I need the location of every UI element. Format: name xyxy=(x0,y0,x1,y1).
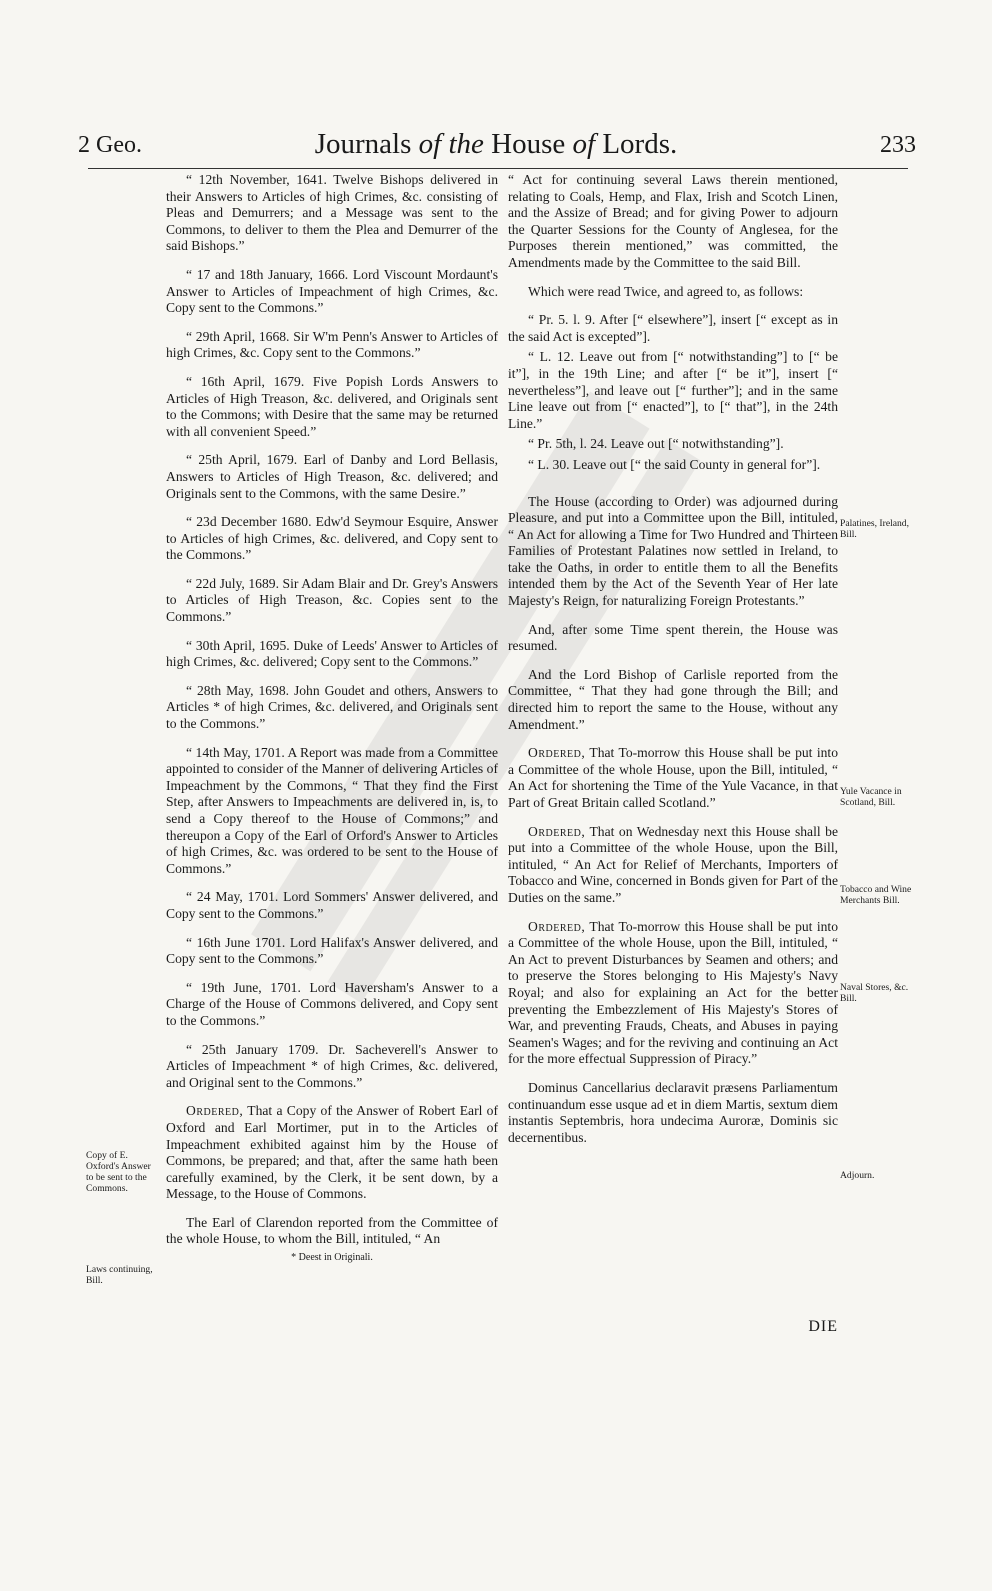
palatines-committee: The House (according to Order) was adjourned during Pleasure, and put into a Committee upon the Bill, intituled, “ An Act for allowing a Time for Two Hundred and Thirteen Families of Protestant Palatines now settled in Ireland, to take the Oaths, in order to entitle them to all the Benefits intended them by the Act of the Seventh Year of Her late Majesty's Reign, for naturalizing Foreign Protestants.” xyxy=(508,493,838,609)
amendment: “ Pr. 5th, l. 24. Leave out [“ notwithstanding”]. xyxy=(528,436,784,452)
read-twice: Which were read Twice, and agreed to, as follows: xyxy=(528,283,804,299)
ordered-label: Ordered, xyxy=(528,918,586,934)
amendment: “ L. 12. Leave out from [“ notwithstanding”] to [“ be it”], in the 19th Line; and after [“ be it”], insert [“ nevertheless”], and leave out [“ further”]; and in the same Line leave out from [“ enacted”], to [“ that”], in the 24th Line.” xyxy=(508,349,838,431)
precedent-entry: “ 14th May, 1701. A Report was made from a Committee appointed to consider of the Manner of delivering Articles of Impeachment by the Commons, “ That they find the First Step, after Answers to Impeachments are delivered in, is, to send a Copy thereof to the House of Commons;” and thereupon a Copy of the Earl of Orford's Answer to Articles of high Crimes, &c. was ordered to be sent to the House of Commons.” xyxy=(166,744,498,876)
margin-note-palatines: Palatines, Ireland, Bill. xyxy=(840,518,909,540)
precedent-entry: “ 25th April, 1679. Earl of Danby and Lord Bellasis, Answers to Articles of High Treason, &c. delivered; and Originals sent to the Commons, with the same Desire.” xyxy=(166,452,498,501)
order-yule xyxy=(508,745,838,811)
margin-note-naval: Naval Stores, &c. Bill. xyxy=(840,982,909,1004)
ordered-label: Ordered, xyxy=(186,1103,244,1119)
carlisle-report: And the Lord Bishop of Carlisle reported from the Committee, “ That they had gone through the Bill; and directed him to report the same to the House, without any Amendment.” xyxy=(508,666,838,732)
precedent-entry: “ 28th May, 1698. John Goudet and others, Answers to Articles * of high Crimes, &c. delivered, and Originals sent to the Commons.” xyxy=(166,682,498,732)
regnal-year: 2 Geo. xyxy=(78,132,142,158)
running-title: Journals of the House of Lords. xyxy=(314,128,678,160)
ordered-label: Ordered, xyxy=(528,823,586,839)
precedent-entry: “ 17 and 18th January, 1666. Lord Viscount Mordaunt's Answer to Articles of Impeachment of high Crimes, &c. Copy sent to the Commons.” xyxy=(166,266,498,316)
order-text: That To-morrow this House shall be put into a Committee of the whole House, upon the Bill, intituled, “ An Act to prevent Disturbances by Seamen and others; and to preserve the Stores belonging to His Majesty's Navy Royal; and also for explaining an Act for the better preventing the Embezzlement of His Majesty's Stores of War, and preventing Frauds, Cheats, and Abuses in paying Seamen's Wages; and for the reviving and continuing an Act for the more effectual Suppression of Piracy.” xyxy=(508,918,838,1067)
right-column xyxy=(508,172,838,1158)
footnote: * Deest in Originali. xyxy=(291,1252,373,1264)
bill-title-continued: “ Act for continuing several Laws therein mentioned, relating to Coals, Hemp, and Flax, Irish and Scotch Linen, and the Assize of Bread; and for giving Power to adjourn the Quarter Sessions for the County of Anglesea, for the Purposes therein mentioned,” was committed, the Amendments made by the Committee to the said Bill. xyxy=(508,172,838,270)
house-resumed: And, after some Time spent therein, the House was resumed. xyxy=(508,621,838,654)
precedent-entry: “ 19th June, 1701. Lord Haversham's Answer to a Charge of the House of Commons delivered, and Copy sent to the Commons.” xyxy=(166,979,498,1028)
header-rule xyxy=(88,168,908,169)
order-text: That a Copy of the Answer of Robert Earl of Oxford and Earl Mortimer, put in to the Articles of Impeachment exhibited against him by the House of Commons, be prepared; and that, after the same hath been carefully examined, by the Clerk, it be sent down, by a Message, to the House of Commons. xyxy=(166,1103,498,1202)
margin-note-adjourn: Adjourn. xyxy=(840,1170,875,1181)
margin-note-copy-oxford: Copy of E. Oxford's Answer to be sent to the Commons. xyxy=(86,1150,151,1194)
clarendon-report: The Earl of Clarendon reported from the Committee of the whole House, to whom the Bill, intituled, “ An xyxy=(166,1214,498,1247)
order-naval xyxy=(508,919,838,1068)
precedent-entry: “ 29th April, 1668. Sir W'm Penn's Answer to Articles of high Crimes, &c. Copy sent to the Commons.” xyxy=(166,328,498,361)
adjournment: Dominus Cancellarius declaravit præsens Parliamentum continuandum esse usque ad et in diem Martis, sextum diem instantis Septembris, hora undecima Auroræ, Dominis sic decernentibus. xyxy=(508,1079,838,1145)
precedent-entry: “ 23d December 1680. Edw'd Seymour Esquire, Answer to Articles of high Crimes, &c. delivered, and Copy sent to the Commons.” xyxy=(166,514,498,563)
order-tobacco xyxy=(508,824,838,907)
catchword: DIE xyxy=(808,1318,838,1335)
page-number: 233 xyxy=(880,132,916,158)
order-text: That on Wednesday next this House shall be put into a Committee of the whole House, upon the Bill, intituled, “ An Act for Relief of Merchants, Importers of Tobacco and Wine, concerned in Bonds given for Part of the Duties on the same.” xyxy=(508,823,838,905)
precedent-entry: “ 24 May, 1701. Lord Sommers' Answer delivered, and Copy sent to the Commons.” xyxy=(166,889,498,921)
margin-note-laws: Laws continuing, Bill. xyxy=(86,1264,153,1286)
precedent-entry: “ 22d July, 1689. Sir Adam Blair and Dr. Grey's Answers to Articles of High Treason, &c. Copies sent to the Commons.” xyxy=(166,575,498,625)
page-header xyxy=(0,128,992,168)
amendment: “ L. 30. Leave out [“ the said County in general for”]. xyxy=(528,456,821,472)
margin-note-tobacco: Tobacco and Wine Merchants Bill. xyxy=(840,884,912,906)
order-text: That To-morrow this House shall be put into a Committee of the whole House, upon the Bill, intituled, “ An Act for shortening the Time of the Yule Vacance, in that Part of Great Britain called Scotland.” xyxy=(508,745,838,810)
ordered-label: Ordered, xyxy=(528,745,586,761)
left-column xyxy=(166,172,498,1267)
precedent-entry: “ 16th April, 1679. Five Popish Lords Answers to Articles of High Treason, &c. delivered, and Originals sent to the Commons; with Desire that the same may be returned with all convenient Speed.” xyxy=(166,373,498,439)
precedent-entry: “ 16th June 1701. Lord Halifax's Answer delivered, and Copy sent to the Commons.” xyxy=(166,934,498,967)
precedent-entry: “ 25th January 1709. Dr. Sacheverell's Answer to Articles of Impeachment * of high Crimes, &c. delivered, and Original sent to the Commons.” xyxy=(166,1041,498,1090)
precedent-entry: “ 30th April, 1695. Duke of Leeds' Answer to Articles of high Crimes, &c. delivered; Copy sent to the Commons.” xyxy=(166,637,498,670)
margin-note-yule: Yule Vacance in Scotland, Bill. xyxy=(840,786,902,808)
order-oxford-answer xyxy=(166,1103,498,1203)
amendment: “ Pr. 5. l. 9. After [“ elsewhere”], insert [“ except as in the said Act is excepted”]. xyxy=(508,312,838,344)
precedent-entry: “ 12th November, 1641. Twelve Bishops delivered in their Answers to Articles of high Crimes, &c. consisting of Pleas and Demurrers; and a Message was sent to the Commons, to deliver to them the Plea and Demurrer of the said Bishops.” xyxy=(166,172,498,254)
